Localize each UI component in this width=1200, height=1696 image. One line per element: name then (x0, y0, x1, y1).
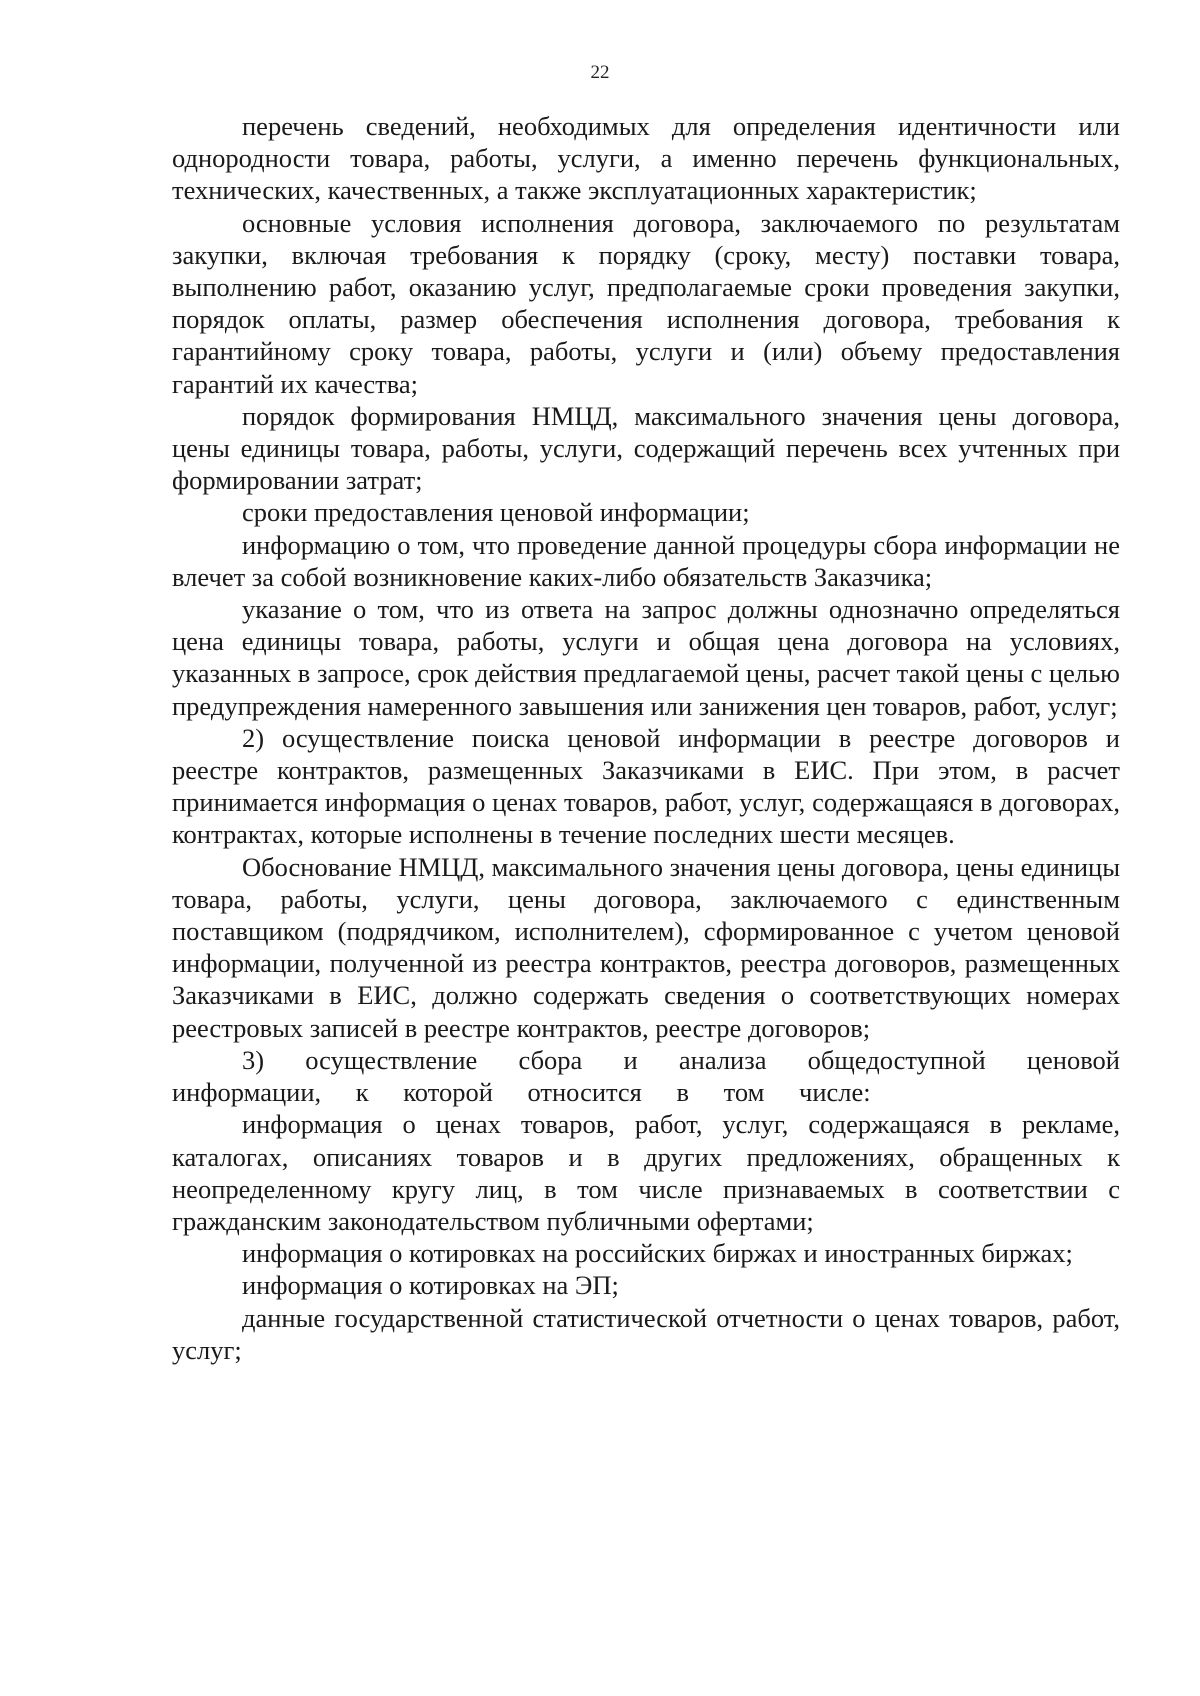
paragraph-ep-quotes: информация о котировках на ЭП; (242, 1270, 619, 1301)
page-number: 22 (590, 62, 610, 83)
paragraph-contract-conditions: основные условия исполнения договора, заключаемого по результатам закупки, включая требования к порядку (сроку, месту) поставки товара, выполнению работ, оказанию услуг, предполагаемые сроки проведения закупки, порядок оплаты, размер обеспечения исполнения договора, требования к гарантийному сроку товара, работы, услуги и (или) объему предоставления гарантий их качества; (172, 207, 1120, 399)
paragraph-info-list: перечень сведений, необходимых для определения идентичности или однородности товара, работы, услуги, а именно перечень функциональных, технических, качественных, а также эксплуатационных характеристик; (172, 111, 1120, 206)
paragraph-item-2-registry-search: 2) осуществление поиска ценовой информации в реестре договоров и реестре контрактов, размещенных Заказчиками в ЕИС. При этом, в расчет принимается информация о ценах товаров, работ, услуг, содержащаяся в договорах, контрактах, которые исполнены в течение последних шести месяцев. (172, 722, 1120, 850)
paragraph-nmcd-order: порядок формирования НМЦД, максимального значения цены договора, цены единицы товара, работы, услуги, содержащий перечень всех учтенных при формировании затрат; (172, 400, 1120, 496)
paragraph-no-obligations: информацию о том, что проведение данной процедуры сбора информации не влечет за собой возникновение каких-либо обязательств Заказчика; (172, 529, 1120, 592)
paragraph-statistics-data: данные государственной статистической отчетности о ценах товаров, работ, услуг; (172, 1302, 1120, 1365)
paragraph-item-3-public-info: 3) осуществление сбора и анализа общедоступной ценовой информации, к которой относится в том числе: (172, 1044, 1120, 1108)
paragraph-nmcd-justification: Обоснование НМЦД, максимального значения цены договора, цены единицы товара, работы, услуги, цены договора, заключаемого с единственным поставщиком (подрядчиком, исполнителем), сформированное с учетом ценовой информации, полученной из реестра контрактов, реестра договоров, размещенных Заказчиками в ЕИС, должно содержать сведения о соответствующих номерах реестровых записей в реестре контрактов, реестре договоров; (172, 851, 1120, 1043)
document-body (172, 110, 1120, 1366)
paragraph-advertising-info: информация о ценах товаров, работ, услуг, содержащаяся в рекламе, каталогах, описаниях товаров и в других предложениях, обращенных к неопределенному кругу лиц, в том числе признаваемых в соответствии с гражданским законодательством публичными офертами; (172, 1109, 1120, 1236)
paragraph-exchange-quotes: информация о котировках на российских биржах и иностранных биржах; (242, 1238, 1073, 1269)
paragraph-price-info-terms: сроки предоставления ценовой информации; (242, 497, 750, 528)
paragraph-response-requirements: указание о том, что из ответа на запрос должны однозначно определяться цена единицы товара, работы, услуги и общая цена договора на условиях, указанных в запросе, срок действия предлагаемой цены, расчет такой цены с целью предупреждения намеренного завышения или занижения цен товаров, работ, услуг; (172, 594, 1120, 721)
